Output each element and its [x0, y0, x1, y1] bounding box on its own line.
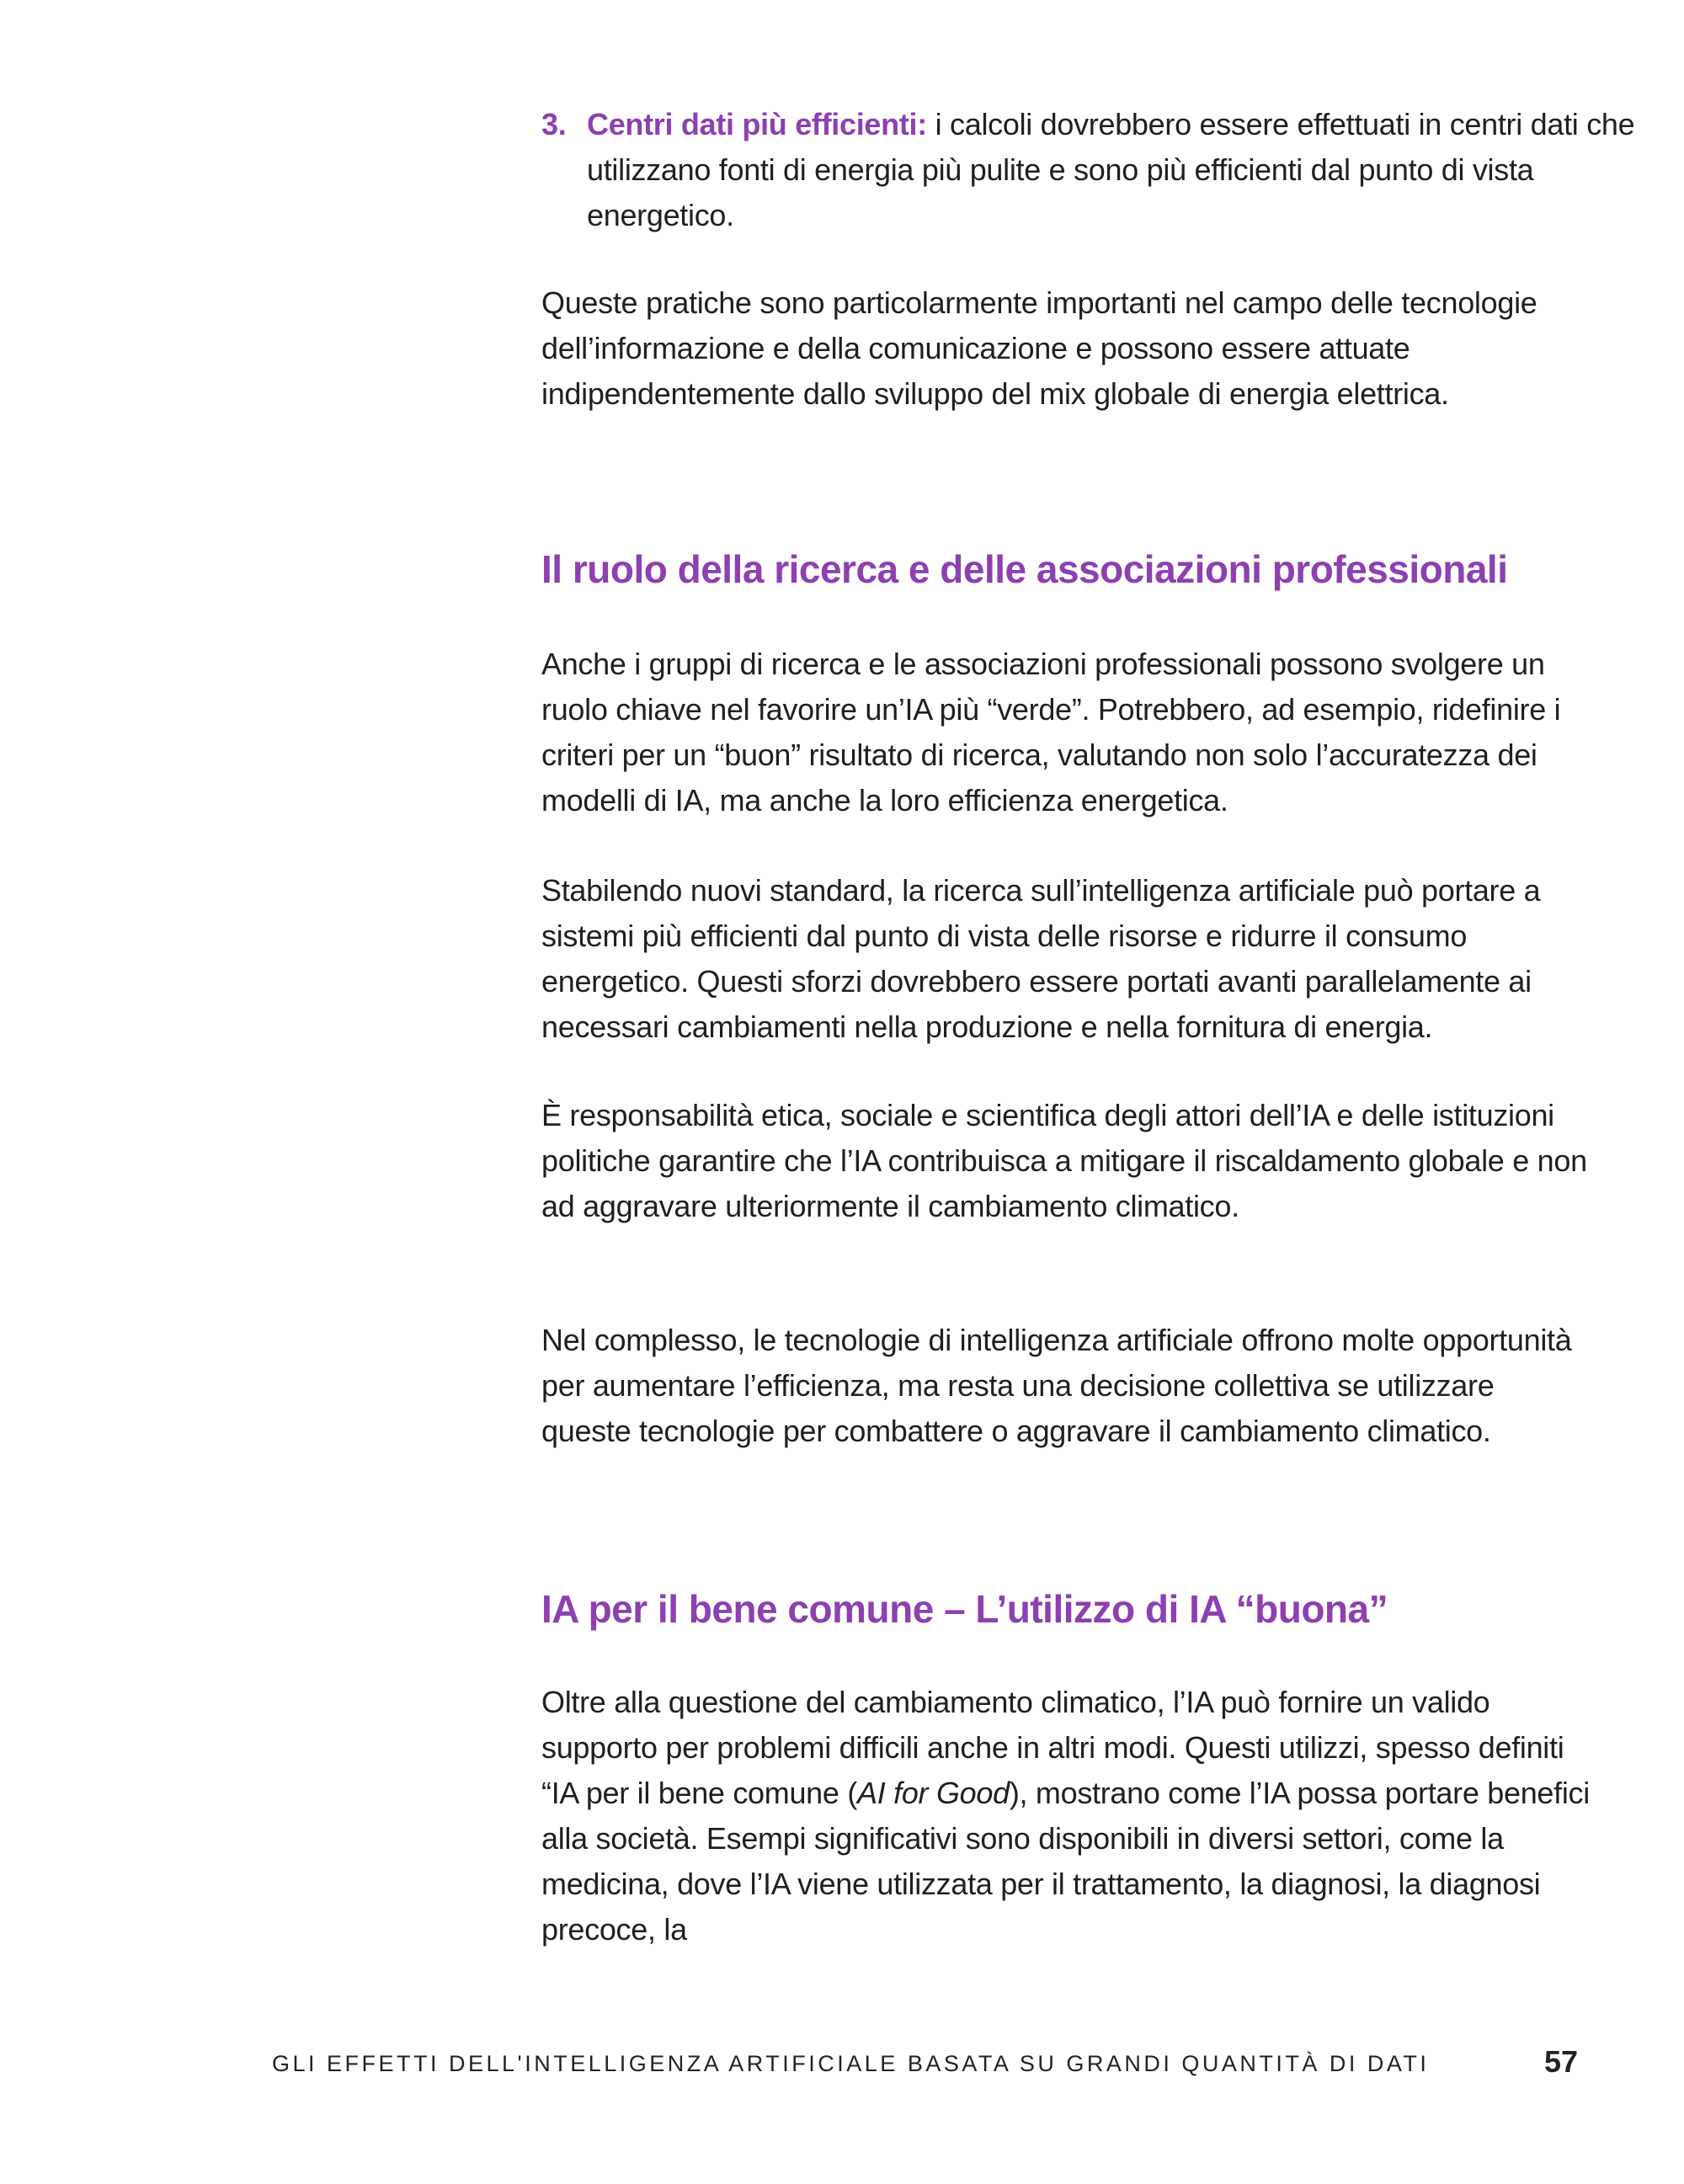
- paragraph: [541, 1680, 1590, 1952]
- paragraph: Queste pratiche sono particolarmente importanti nel campo delle tecnologie dell’informazione e della comunicazione e possono essere attuate indipendentemente dallo sviluppo del mix globale di energia elettrica.: [541, 285, 1537, 411]
- text-run: Oltre alla questione del cambiamento climatico, l’IA può fornire un valido supporto per problemi difficili anche in altri modi. Questi utilizzi, spesso definiti “IA per il bene comune (: [541, 1685, 1564, 1810]
- list-text: i calcoli dovrebbero essere effettuati in centri dati che utilizzano fonti di energia più pulite e sono più efficienti dal punto di vista energetico.: [587, 107, 1635, 232]
- list-number: 3.: [541, 107, 567, 141]
- paragraph: Nel complesso, le tecnologie di intelligenza artificiale offrono molte opportunità per aumentare l’efficienza, ma resta una decisione collettiva se utilizzare queste tecnologie per combattere o aggravare il cambiamento climatico.: [541, 1323, 1572, 1448]
- list-label: Centri dati più efficienti:: [587, 107, 927, 141]
- page-number: 57: [1544, 2044, 1579, 2079]
- section-heading: IA per il bene comune – L’utilizzo di IA “buona”: [541, 1587, 1388, 1631]
- running-footer: GLI EFFETTI DELL'INTELLIGENZA ARTIFICIALE BASATA SU GRANDI QUANTITÀ DI DATI: [272, 2051, 1430, 2076]
- list-item: [541, 102, 1635, 238]
- section-heading: Il ruolo della ricerca e delle associazioni professionali: [541, 547, 1508, 591]
- paragraph: Stabilendo nuovi standard, la ricerca sull’intelligenza artificiale può portare a sistemi più efficienti dal punto di vista delle risorse e ridurre il consumo energetico. Questi sforzi dovrebbero essere portati avanti parallelamente ai necessari cambiamenti nella produzione e nella fornitura di energia.: [541, 873, 1541, 1044]
- paragraph: È responsabilità etica, sociale e scientifica degli attori dell’IA e delle istituzioni politiche garantire che l’IA contribuisca a mitigare il riscaldamento globale e non ad aggravare ulteriormente il cambiamento climatico.: [541, 1098, 1587, 1223]
- paragraph: Anche i gruppi di ricerca e le associazioni professionali possono svolgere un ruolo chiave nel favorire un’IA più “verde”. Potrebbero, ad esempio, ridefinire i criteri per un “buon” risultato di ricerca, valutando non solo l’accuratezza dei modelli di IA, ma anche la loro efficienza energetica.: [541, 647, 1561, 818]
- text-run: ), mostrano come l’IA possa portare benefici alla società. Esempi significativi sono disponibili in diversi settori, come la medicina, dove l’IA viene utilizzata per il trattamento, la diagnosi, la diagnosi precoce, la: [541, 1776, 1590, 1947]
- italic-term: AI for Good: [857, 1776, 1010, 1810]
